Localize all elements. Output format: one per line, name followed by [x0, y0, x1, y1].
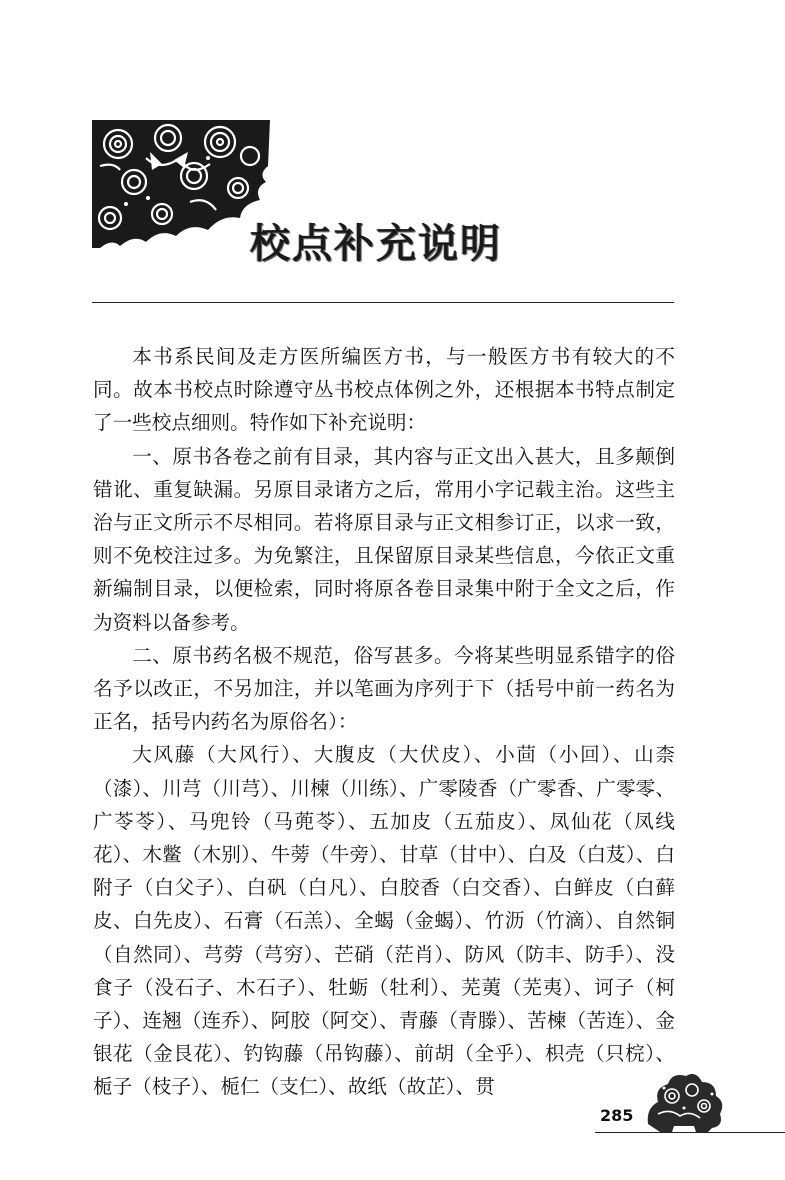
- paragraph-one: 一、原书各卷之前有目录，其内容与正文出入甚大，且多颠倒错讹、重复缺漏。另原目录诸方之后，常用小字记载主治。这些主治与正文所示不尽相同。若将原目录与正文相参订正，以求一致，则不免校注过多。为免繁注，且保留原目录某些信息，今依正文重新编制目录，以便检索，同时将原各卷目录集中附于全文之后，作为资料以备参考。: [93, 444, 675, 634]
- page-number: 285: [600, 1106, 634, 1125]
- paragraph-intro: 本书系民间及走方医所编医方书，与一般医方书有较大的不同。故本书校点时除遵守丛书校点体例之外，还根据本书特点制定了一些校点细则。特作如下补充说明：: [93, 345, 675, 435]
- page-title: 校点补充说明: [250, 221, 502, 267]
- cloud-ornament-icon: [90, 118, 272, 250]
- lion-ornament-icon: [644, 1068, 726, 1134]
- paragraph-herb-list: 大风藤（大风行）、大腹皮（大伏皮）、小茴（小回）、山柰（漆）、川芎（川芎）、川楝（川练）、广零陵香（广零香、广零零、广苓苓）、马兜铃（马蔸苓）、五加皮（五茄皮）、凤仙花（凤线花）、木鳖（木别）、牛蒡（牛旁）、甘草（甘中）、白及（白芨）、白附子（白父子）、白矾（白凡）、白胶香（白交香）、白鲜皮（白藓皮、白先皮）、石膏（石羔）、全蝎（金蝎）、竹沥（竹滴）、自然铜（自然同）、芎䓖（芎穷）、芒硝（茫肖）、防风（防丰、防手）、没食子（没石子、木石子）、牡蛎（牡利）、芜荑（芜夷）、诃子（柯子）、连翘（连乔）、阿胶（阿交）、青藤（青滕）、苦楝（苦连）、金银花（金艮花）、钓钩藤（吊钩藤）、前胡（全乎）、枳壳（只梡）、栀子（枝子）、栀仁（支仁）、故纸（故芷）、贯: [93, 743, 675, 1099]
- title-divider: [92, 302, 674, 303]
- paragraph-two: 二、原书药名极不规范，俗写甚多。今将某些明显系错字的俗名予以改正，不另加注，并以笔画为序列于下（括号中前一药名为正名，括号内药名为原俗名）：: [93, 643, 675, 734]
- body-text: [93, 340, 675, 1104]
